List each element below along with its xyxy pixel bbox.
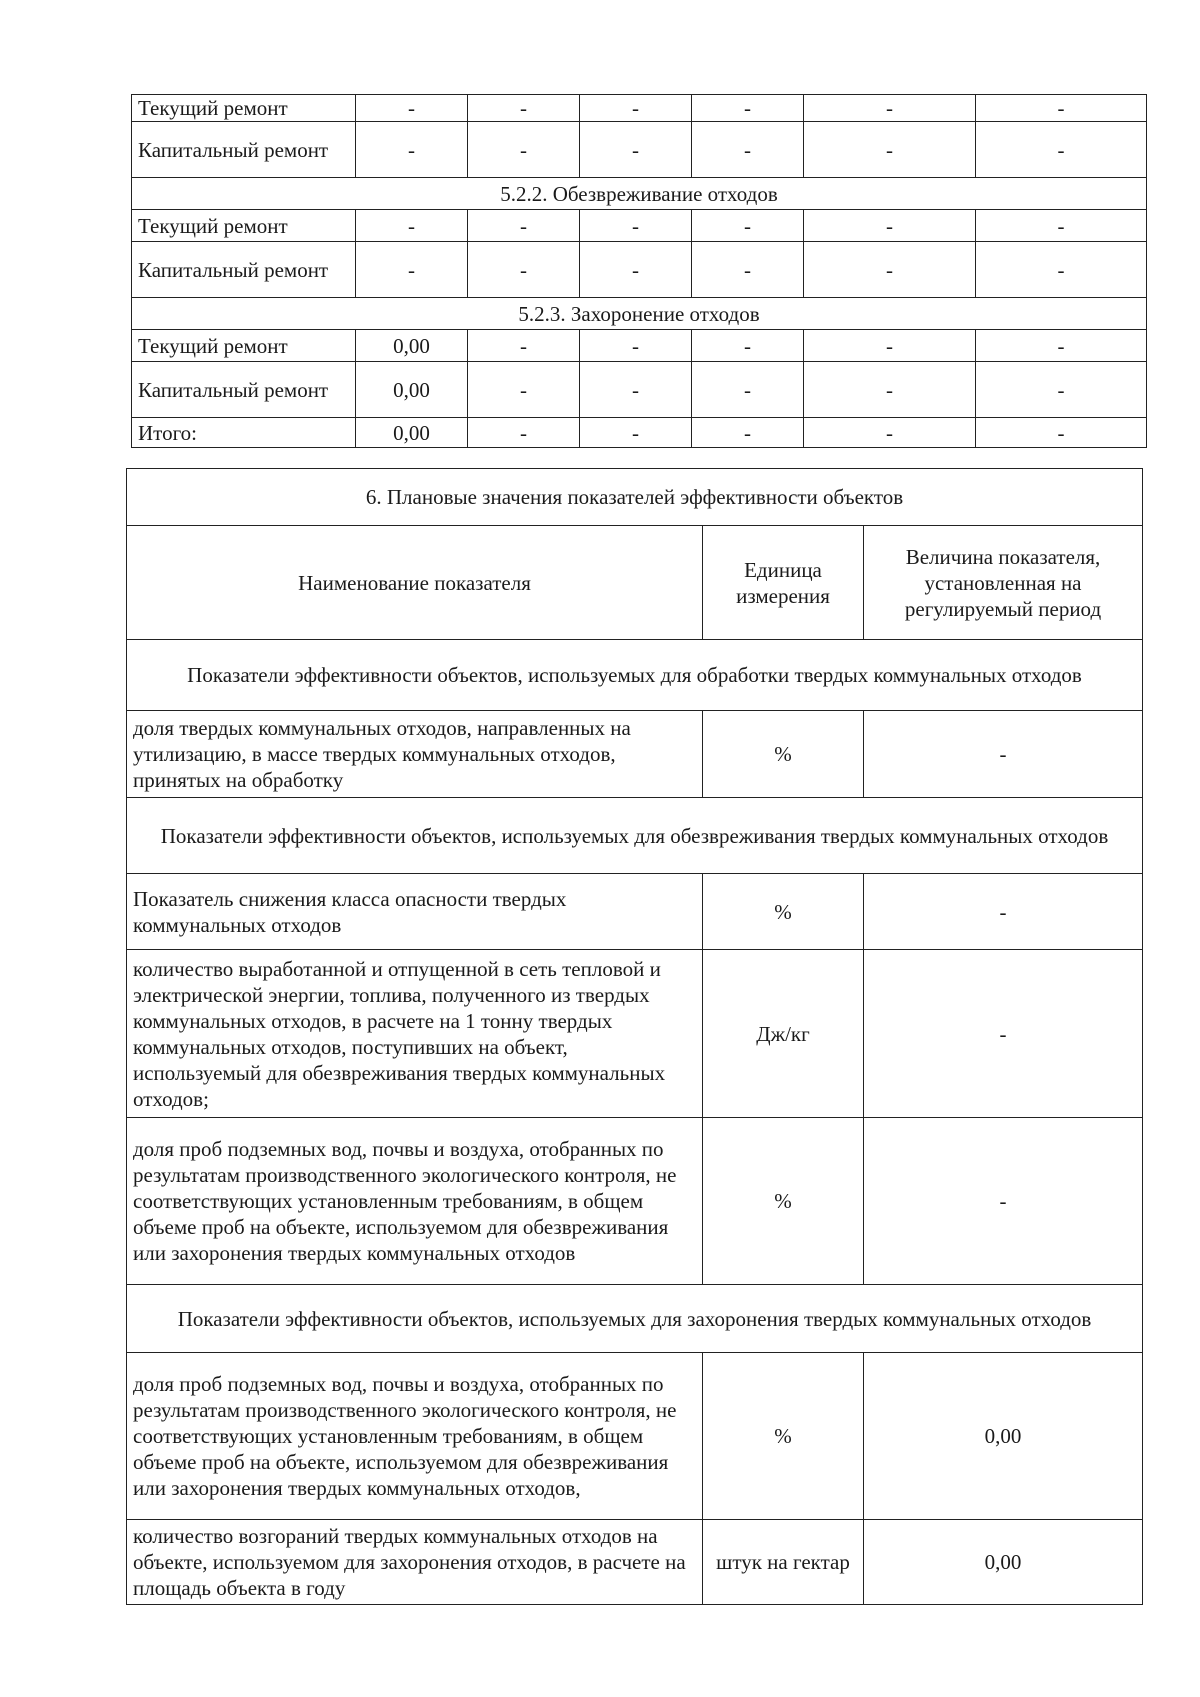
table-row <box>132 242 1147 298</box>
cell-value: 0,00 <box>356 362 468 418</box>
repair-table <box>131 94 1147 448</box>
table-row <box>132 362 1147 418</box>
table-row <box>127 874 1143 950</box>
table-row <box>127 1520 1143 1605</box>
table-row <box>132 95 1147 122</box>
cell-value: - <box>580 418 692 448</box>
table-row <box>127 1118 1143 1285</box>
indicator-name: доля проб подземных вод, почвы и воздуха, отобранных по результатам производственного экологического контроля, не соответствующих установленным требованиям, в общем объеме проб на объекте, используемом для обезвреживания или захоронения твердых коммунальных отходов, <box>127 1353 703 1520</box>
cell-value: - <box>804 418 976 448</box>
cell-value: - <box>692 95 804 122</box>
column-header-value: Величина показателя, установленная на регулируемый период <box>864 526 1143 640</box>
indicators-table <box>126 468 1143 1605</box>
cell-value: - <box>692 330 804 362</box>
indicator-name: Показатель снижения класса опасности твердых коммунальных отходов <box>127 874 703 950</box>
cell-value: - <box>692 242 804 298</box>
cell-value: - <box>468 330 580 362</box>
group-title: Показатели эффективности объектов, используемых для обработки твердых коммунальных отходов <box>127 640 1143 711</box>
indicator-name: доля проб подземных вод, почвы и воздуха, отобранных по результатам производственного экологического контроля, не соответствующих установленным требованиям, в общем объеме проб на объекте, используемом для обезвреживания или захоронения твердых коммунальных отходов <box>127 1118 703 1285</box>
indicator-unit: штук на гектар <box>703 1520 864 1605</box>
section-row <box>127 469 1143 526</box>
group-row <box>127 1285 1143 1353</box>
header-row <box>127 526 1143 640</box>
cell-value: - <box>976 95 1147 122</box>
cell-value: - <box>976 122 1147 178</box>
cell-value: - <box>356 210 468 242</box>
table-row <box>127 711 1143 798</box>
section-title: 6. Плановые значения показателей эффективности объектов <box>127 469 1143 526</box>
cell-value: - <box>804 95 976 122</box>
row-label: Капитальный ремонт <box>132 242 356 298</box>
indicator-value: - <box>864 1118 1143 1285</box>
cell-value: - <box>468 362 580 418</box>
cell-value: - <box>692 122 804 178</box>
cell-value: - <box>692 418 804 448</box>
indicator-name: доля твердых коммунальных отходов, направленных на утилизацию, в массе твердых коммунальных отходов, принятых на обработку <box>127 711 703 798</box>
indicator-value: - <box>864 711 1143 798</box>
cell-value: - <box>804 242 976 298</box>
table-row <box>132 330 1147 362</box>
row-label: Текущий ремонт <box>132 330 356 362</box>
cell-value: 0,00 <box>356 418 468 448</box>
cell-value: - <box>976 362 1147 418</box>
indicator-unit: Дж/кг <box>703 950 864 1118</box>
indicator-unit: % <box>703 1353 864 1520</box>
indicator-unit: % <box>703 1118 864 1285</box>
cell-value: - <box>804 210 976 242</box>
row-label: Текущий ремонт <box>132 95 356 122</box>
cell-value: - <box>804 122 976 178</box>
cell-value: - <box>468 418 580 448</box>
group-row <box>127 640 1143 711</box>
cell-value: - <box>976 210 1147 242</box>
cell-value: - <box>580 330 692 362</box>
table-row <box>132 122 1147 178</box>
table-row <box>127 950 1143 1118</box>
column-header-name: Наименование показателя <box>127 526 703 640</box>
row-label: Капитальный ремонт <box>132 122 356 178</box>
cell-value: - <box>692 362 804 418</box>
cell-value: - <box>356 242 468 298</box>
cell-value: - <box>468 242 580 298</box>
indicator-name: количество возгораний твердых коммунальных отходов на объекте, используемом для захоронения отходов, в расчете на площадь объекта в году <box>127 1520 703 1605</box>
indicator-unit: % <box>703 874 864 950</box>
cell-value: - <box>692 210 804 242</box>
cell-value: - <box>976 330 1147 362</box>
cell-value: - <box>804 362 976 418</box>
table-row <box>132 418 1147 448</box>
cell-value: - <box>356 122 468 178</box>
section-row <box>132 178 1147 210</box>
row-label: Итого: <box>132 418 356 448</box>
table-row <box>132 210 1147 242</box>
cell-value: - <box>468 122 580 178</box>
cell-value: - <box>580 122 692 178</box>
cell-value: - <box>976 418 1147 448</box>
indicator-value: - <box>864 874 1143 950</box>
indicator-value: 0,00 <box>864 1520 1143 1605</box>
cell-value: - <box>356 95 468 122</box>
row-label: Текущий ремонт <box>132 210 356 242</box>
cell-value: 0,00 <box>356 330 468 362</box>
group-title: Показатели эффективности объектов, используемых для захоронения твердых коммунальных отходов <box>127 1285 1143 1353</box>
cell-value: - <box>804 330 976 362</box>
cell-value: - <box>468 95 580 122</box>
cell-value: - <box>580 210 692 242</box>
section-title: 5.2.3. Захоронение отходов <box>132 298 1147 330</box>
cell-value: - <box>580 362 692 418</box>
cell-value: - <box>976 242 1147 298</box>
indicator-unit: % <box>703 711 864 798</box>
indicator-value: 0,00 <box>864 1353 1143 1520</box>
cell-value: - <box>580 95 692 122</box>
column-header-unit: Единица измерения <box>703 526 864 640</box>
group-title: Показатели эффективности объектов, используемых для обезвреживания твердых коммунальных отходов <box>127 798 1143 874</box>
row-label: Капитальный ремонт <box>132 362 356 418</box>
indicator-value: - <box>864 950 1143 1118</box>
table-row <box>127 1353 1143 1520</box>
section-title: 5.2.2. Обезвреживание отходов <box>132 178 1147 210</box>
cell-value: - <box>468 210 580 242</box>
indicator-name: количество выработанной и отпущенной в сеть тепловой и электрической энергии, топлива, полученного из твердых коммунальных отходов, в расчете на 1 тонну твердых коммунальных отходов, поступивших на объект, используемый для обезвреживания твердых коммунальных отходов; <box>127 950 703 1118</box>
section-row <box>132 298 1147 330</box>
cell-value: - <box>580 242 692 298</box>
group-row <box>127 798 1143 874</box>
